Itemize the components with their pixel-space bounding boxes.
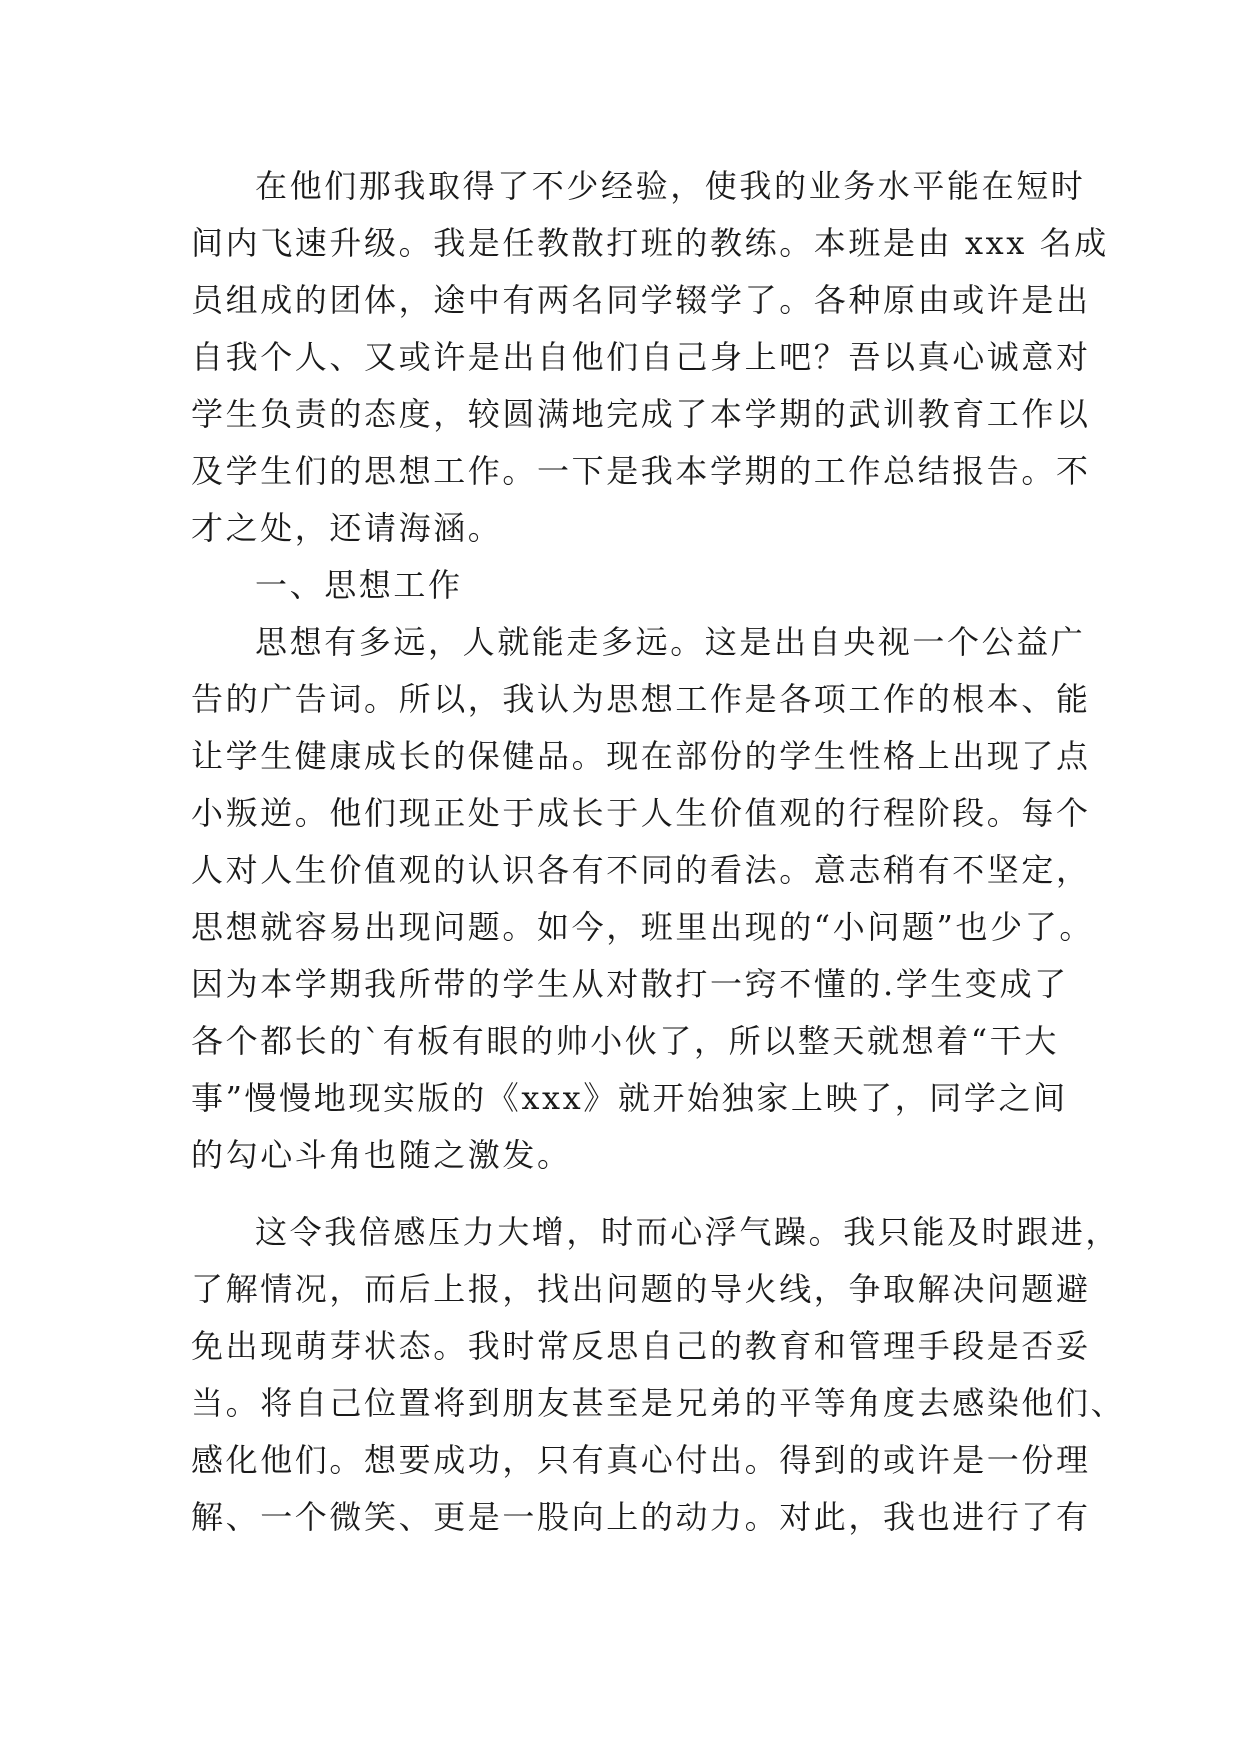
paragraph-3-line-3: 免出现萌芽状态。我时常反思自己的教育和管理手段是否妥 bbox=[191, 1327, 1091, 1365]
paragraph-2-line-4: 小叛逆。他们现正处于成长于人生价值观的行程阶段。每个 bbox=[191, 794, 1091, 832]
paragraph-1-line-4: 自我个人、又或许是出自他们自己身上吧？吾以真心诚意对 bbox=[191, 338, 1091, 376]
paragraph-spacer bbox=[191, 1184, 1051, 1204]
paragraph-2-line-10: 的勾心斗角也随之激发。 bbox=[191, 1136, 572, 1174]
paragraph-2-line-9: 事”慢慢地现实版的《xxx》就开始独家上映了，同学之间 bbox=[191, 1079, 1068, 1117]
paragraph-1-line-7: 才之处，还请海涵。 bbox=[191, 509, 503, 547]
paragraph-1-line-5: 学生负责的态度，较圆满地完成了本学期的武训教育工作以 bbox=[191, 395, 1091, 433]
paragraph-3-line-5: 感化他们。想要成功，只有真心付出。得到的或许是一份理 bbox=[191, 1441, 1091, 1479]
paragraph-3-line-2: 了解情况，而后上报，找出问题的导火线，争取解决问题避 bbox=[191, 1270, 1091, 1308]
paragraph-1-line-3: 员组成的团体，途中有两名同学辍学了。各种原由或许是出 bbox=[191, 281, 1091, 319]
paragraph-3-line-4: 当。将自己位置将到朋友甚至是兄弟的平等角度去感染他们、 bbox=[191, 1384, 1126, 1422]
paragraph-2-line-7: 因为本学期我所带的学生从对散打一窍不懂的.学生变成了 bbox=[191, 965, 1069, 1003]
document-body bbox=[191, 158, 1126, 1546]
paragraph-1-line-2: 间内飞速升级。我是任教散打班的教练。本班是由 xxx 名成 bbox=[191, 224, 1109, 262]
paragraph-1-line-6: 及学生们的思想工作。一下是我本学期的工作总结报告。不 bbox=[191, 452, 1091, 490]
paragraph-3-line-6: 解、一个微笑、更是一股向上的动力。对此，我也进行了有 bbox=[191, 1498, 1091, 1536]
paragraph-2-line-8: 各个都长的`有板有眼的帅小伙了，所以整天就想着“干大 bbox=[191, 1022, 1059, 1060]
paragraph-2-line-2: 告的广告词。所以，我认为思想工作是各项工作的根本、能 bbox=[191, 680, 1091, 718]
paragraph-1-line-1: 在他们那我取得了不少经验，使我的业务水平能在短时 bbox=[255, 167, 1086, 205]
paragraph-2-line-6: 思想就容易出现问题。如今，班里出现的“小问题”也少了。 bbox=[191, 908, 1094, 946]
paragraph-2-line-1: 思想有多远，人就能走多远。这是出自央视一个公益广 bbox=[255, 623, 1086, 661]
paragraph-2-line-5: 人对人生价值观的认识各有不同的看法。意志稍有不坚定， bbox=[191, 851, 1091, 889]
paragraph-3-line-1: 这令我倍感压力大增，时而心浮气躁。我只能及时跟进， bbox=[255, 1213, 1121, 1251]
section-heading: 一、思想工作 bbox=[255, 566, 463, 604]
paragraph-2-line-3: 让学生健康成长的保健品。现在部份的学生性格上出现了点 bbox=[191, 737, 1091, 775]
